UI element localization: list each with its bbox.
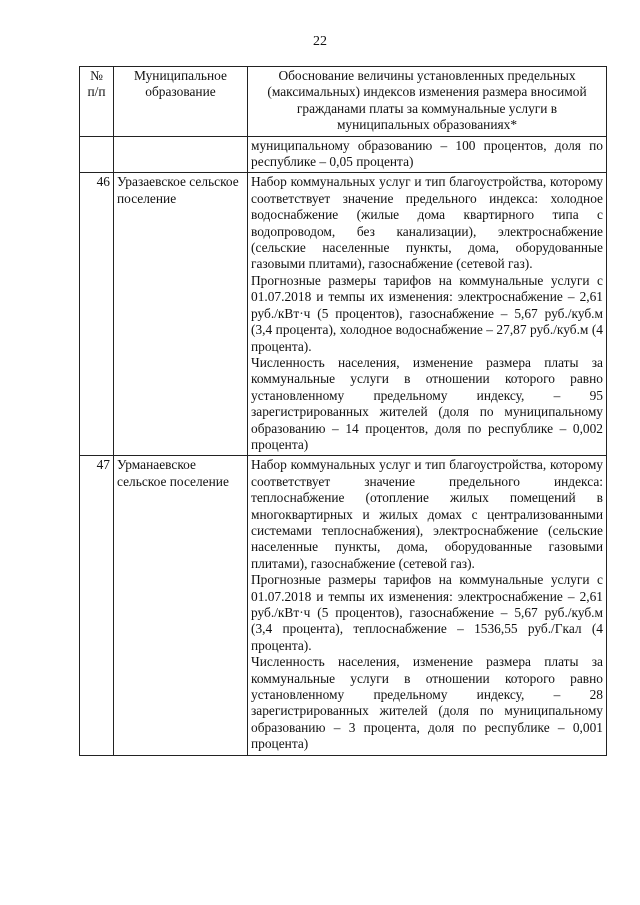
justification-paragraph: Набор коммунальных услуг и тип благоустройства, которому соответствует значение предельного индекса: холодное водоснабжение (жилые дома квартирного типа с водопроводом, без канализации), электроснабжение (сельские населенные пункты, дома, оборудованные газовыми плитами), газоснабжение (сетевой газ). xyxy=(251,174,603,272)
justification-paragraph: Численность населения, изменение размера платы за коммунальные услуги в отношении которого равно установленному предельному индексу, – 95 зарегистрированных жителей (доля по муниципальному образованию – 14 процентов, доля по республике – 0,002 процента) xyxy=(251,354,603,452)
header-municipality-line1: Муниципальное xyxy=(134,68,227,83)
cell-number: 47 xyxy=(80,456,114,755)
header-municipality xyxy=(114,67,248,137)
justification-paragraph: Прогнозные размеры тарифов на коммунальные услуги с 01.07.2018 и темпы их изменения: электроснабжение – 2,61 руб./кВт·ч (5 процентов), газоснабжение – 5,67 руб./куб.м (3,4 процента), теплоснабжение – 1536,55 руб./Гкал (4 процента). xyxy=(251,572,603,653)
table-row xyxy=(80,456,607,755)
justification-paragraph: Прогнозные размеры тарифов на коммунальные услуги с 01.07.2018 и темпы их изменения: электроснабжение – 2,61 руб./кВт·ч (5 процентов), газоснабжение – 5,67 руб./куб.м (3,4 процента), холодное водоснабжение – 27,87 руб./куб.м (4 процента). xyxy=(251,272,603,354)
cell-justification xyxy=(248,456,607,755)
table-header-row xyxy=(80,67,607,137)
cell-justification xyxy=(248,173,607,456)
cell-municipality xyxy=(114,136,248,173)
cell-municipality: Уразаевское сельское поселение xyxy=(114,173,248,456)
justification-paragraph: Набор коммунальных услуг и тип благоустройства, которому соответствует значение предельного индекса: теплоснабжение (отопление жилых помещений в многоквартирных и жилых домах с централизованными системами теплоснабжения), электроснабжение (сельские населенные пункты, дома, оборудованные газовыми плитами), газоснабжение (сетевой газ). xyxy=(251,457,603,571)
header-municipality-line2: образование xyxy=(145,84,216,100)
header-number-line1: № xyxy=(90,68,103,83)
page-number: 22 xyxy=(313,34,327,49)
tariff-index-table xyxy=(79,66,607,756)
justification-paragraph: Численность населения, изменение размера платы за коммунальные услуги в отношении которого равно установленному предельному индексу, – 28 зарегистрированных жителей (доля по муниципальному образованию – 3 процента, доля по республике – 0,001 процента) xyxy=(251,654,603,752)
cell-justification: муниципальному образованию – 100 процентов, доля по республике – 0,05 процента) xyxy=(248,136,607,173)
table-row xyxy=(80,173,607,456)
header-number xyxy=(80,67,114,137)
header-justification: Обоснование величины установленных предельных (максимальных) индексов изменения размера вносимой гражданами платы за коммунальные услуги в муниципальных образованиях* xyxy=(248,67,607,137)
table-row-continuation xyxy=(80,136,607,173)
cell-number xyxy=(80,136,114,173)
cell-number: 46 xyxy=(80,173,114,456)
cell-municipality: Урманаевское сельское поселение xyxy=(114,456,248,755)
header-number-line2: п/п xyxy=(87,84,106,100)
